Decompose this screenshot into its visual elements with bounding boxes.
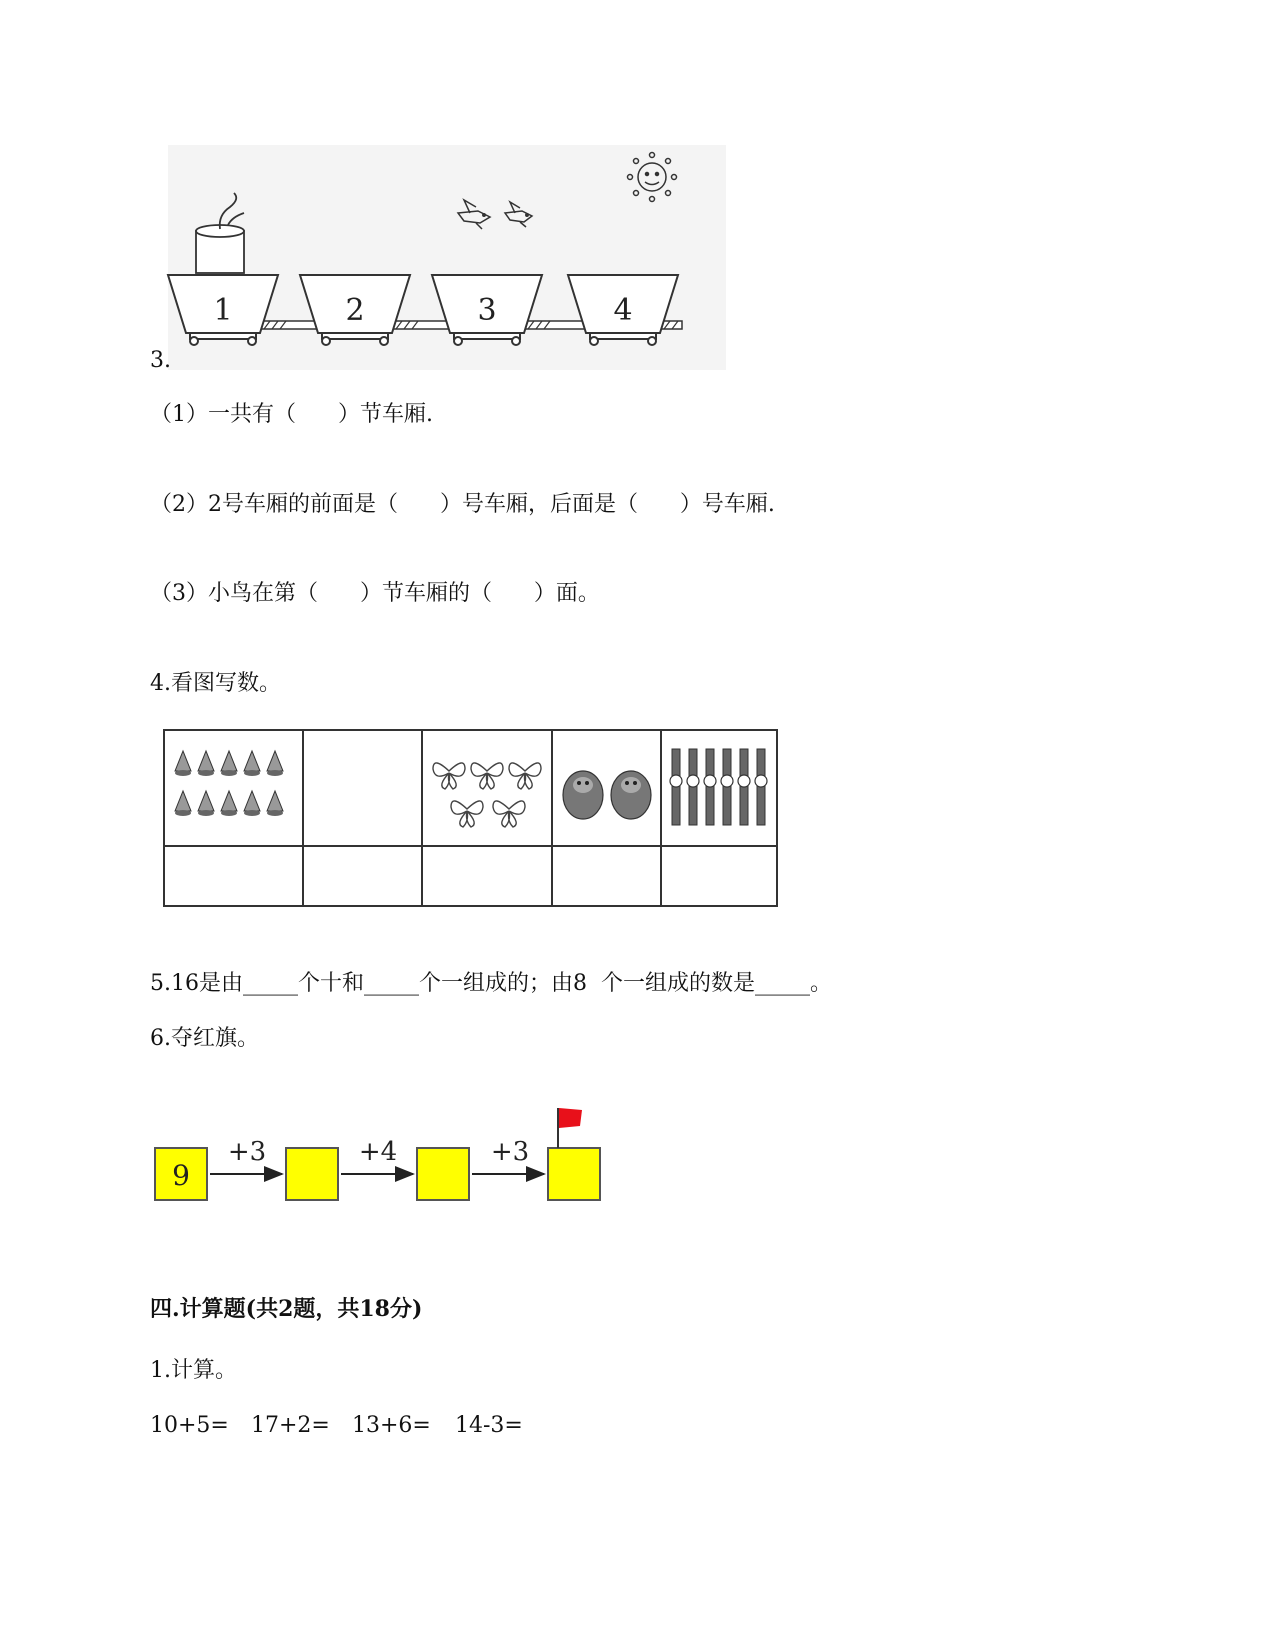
picture-cell: [552, 730, 661, 846]
answer-cell[interactable]: [661, 846, 777, 906]
question-5: 5.16是由_____个十和_____个一组成的；由8 个一组成的数是_____。: [150, 971, 832, 996]
question-number: 3.: [150, 348, 171, 373]
section-heading: 四.计算题(共2题，共18分): [150, 1296, 423, 1322]
answer-box[interactable]: [286, 1148, 338, 1200]
calc-title: 1.计算。: [150, 1358, 237, 1383]
car-number: 4: [613, 293, 633, 328]
question-3-part-3: （3）小鸟在第（ ）节车厢的（ ）面。: [150, 581, 600, 606]
question-6-title: 6.夺红旗。: [150, 1026, 259, 1051]
answer-box[interactable]: [417, 1148, 469, 1200]
red-flag-icon: [558, 1108, 582, 1148]
car-number: 1: [213, 293, 233, 328]
calc-item: 17+2=: [251, 1413, 330, 1438]
answer-cell[interactable]: [164, 846, 303, 906]
calc-item: 10+5=: [150, 1413, 229, 1438]
answer-cell[interactable]: [552, 846, 661, 906]
car-number: 2: [345, 293, 365, 328]
operation-label: +4: [358, 1137, 398, 1167]
calc-item: 14-3=: [455, 1413, 523, 1438]
picture-cell: [164, 730, 303, 846]
question-4-title: 4.看图写数。: [150, 671, 281, 696]
picture-cell: [661, 730, 777, 846]
picture-cell: [303, 730, 422, 846]
question-3-part-2: （2）2号车厢的前面是（ ）号车厢，后面是（ ）号车厢.: [150, 492, 775, 517]
flag-race-diagram: [150, 1090, 620, 1210]
start-number: 9: [172, 1159, 190, 1192]
gorilla-icon: [553, 731, 660, 841]
answer-box[interactable]: [548, 1148, 600, 1200]
train-illustration: [160, 145, 730, 375]
question-3-part-1: （1）一共有（ ）节车厢.: [150, 402, 433, 427]
car-number: 3: [477, 293, 497, 328]
picture-cell: [422, 730, 552, 846]
operation-label: +3: [490, 1137, 530, 1167]
shuttlecock-icon: [165, 731, 302, 841]
answer-cell[interactable]: [303, 846, 422, 906]
count-table: [163, 729, 778, 907]
operation-label: +3: [227, 1137, 267, 1167]
watch-icon: [662, 731, 776, 841]
calc-item: 13+6=: [352, 1413, 431, 1438]
butterfly-icon: [423, 731, 551, 841]
answer-cell[interactable]: [422, 846, 552, 906]
